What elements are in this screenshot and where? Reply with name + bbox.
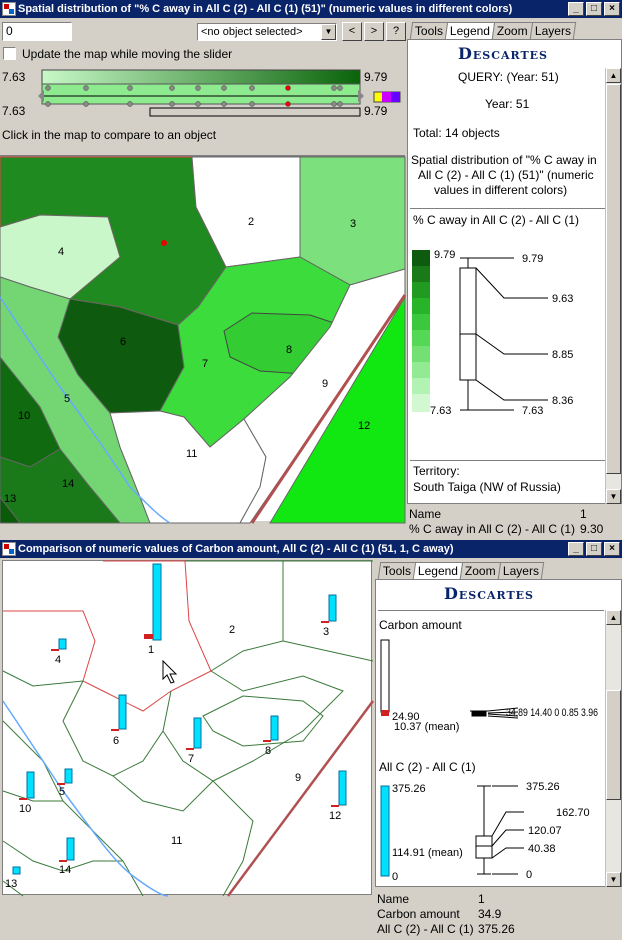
info2-allc-value: 375.26 [478,922,515,936]
descartes-brand: Descartes [458,44,548,63]
allc-box-label-max: 375.26 [526,781,560,793]
map-label-13: 13 [4,493,17,505]
maximize-button[interactable]: □ [586,2,602,16]
description-line-2: All C (2) - All C (1) (51)" (numeric [418,168,594,182]
map-label-8: 8 [286,344,293,356]
descartes-brand-2: Descartes [444,584,534,603]
tab-zoom[interactable]: Zoom [492,22,533,39]
map-label-14: 14 [62,478,75,490]
minimize-button-2[interactable]: _ [568,542,584,556]
map2-label-4: 4 [55,654,62,666]
object-select-value: <no object selected> [201,26,303,38]
scale-max-label: 9.79 [434,249,456,261]
scroll-down-icon[interactable]: ▼ [606,489,621,504]
values-strip [42,84,360,104]
allc-min-label: 0 [392,871,399,883]
map-label-3: 3 [350,218,357,230]
box-label-q3: 9.63 [552,293,574,305]
window2-tabs [379,562,542,579]
color-ramp-bar [42,70,360,84]
description-line-1: Spatial distribution of "% C away in [411,153,597,167]
tab2-tools[interactable]: Tools [378,562,416,579]
tab-layers[interactable]: Layers [530,22,576,39]
value-field[interactable]: 0 [2,22,72,41]
bar-5-cyan [65,769,72,783]
map2-label-9: 9 [295,772,302,784]
allc-box-label-median: 120.07 [528,825,562,837]
year-text: Year: 51 [485,97,530,111]
map-label-5: 5 [64,393,71,405]
window1-title: Spatial distribution of "% C away in All C (2) - All C (1) (51)" (numeric values in different colors) [18,3,513,15]
bar-13-cyan [13,867,20,874]
map-label-11: 11 [186,448,198,460]
legend-divider-2 [410,460,606,461]
prev-object-button[interactable]: < [342,22,362,41]
app-icon-2 [2,542,16,556]
minimize-button[interactable]: _ [568,2,584,16]
close-button[interactable]: × [604,2,620,16]
map2-label-7: 7 [188,753,195,765]
map2-label-10: 10 [19,803,32,815]
slider-left-handle[interactable] [38,90,44,102]
map2-label-3: 3 [323,626,330,638]
allc-box-label-q1: 40.38 [528,843,556,855]
box-label-median: 8.85 [552,349,574,361]
update-checkbox-label: Update the map while moving the slider [22,47,233,61]
bar-8-cyan [271,716,278,740]
carbon-mean-b: 10.37 (mean) [394,721,460,733]
scroll-thumb-2[interactable] [606,690,621,800]
map-label-4: 4 [58,246,65,258]
bar-14-cyan [67,838,74,860]
carbon-title: Carbon amount [379,618,462,632]
info2-name-label: Name [377,892,410,906]
allc-box-label-min: 0 [526,869,533,881]
maximize-button-2[interactable]: □ [586,542,602,556]
carbon-chart [378,636,606,736]
info2-carbon-label: Carbon amount [377,907,460,921]
tab2-layers[interactable]: Layers [498,562,544,579]
slider-range-box [150,108,360,116]
comparison-map-region-1[interactable] [3,561,211,711]
map-label-10: 10 [18,410,31,422]
territory-value: South Taiga (NW of Russia) [413,480,561,494]
info-name-label: Name [409,507,442,521]
map-label-6: 6 [120,336,127,348]
info-attr-label: % C away in All C (2) - All C (1) [409,522,576,536]
map-hint: Click in the map to compare to an object [2,128,217,142]
map2-label-11: 11 [171,835,183,847]
map2-labels [5,624,341,890]
slider-min-label: 7.63 [2,70,26,84]
window2-title: Comparison of numeric values of Carbon amount, All C (2) - All C (1) (51, 1, C away) [18,543,454,555]
tab-tools[interactable]: Tools [410,22,448,39]
bar-6-cyan [119,695,126,729]
map2-label-12: 12 [329,810,342,822]
map-view-2[interactable] [2,560,372,895]
legend-scale [410,240,606,450]
slider-max-label: 9.79 [364,70,388,84]
info2-name-value: 1 [478,892,485,906]
territory-label: Territory: [413,464,460,478]
total-text: Total: 14 objects [413,126,500,140]
legend-scrollbar-2[interactable] [605,610,621,887]
window1-tabs [411,22,574,39]
window1-titlebar[interactable] [0,0,622,18]
allc-mean-label: 114.91 (mean) [392,847,463,859]
slider-right-handle[interactable] [358,90,364,102]
info2-carbon-value: 34.9 [478,907,502,921]
bar-7-cyan [194,718,201,748]
tab2-zoom[interactable]: Zoom [460,562,501,579]
scroll-up-icon[interactable]: ▲ [606,68,621,83]
legend-panel-1 [407,39,622,504]
close-button-2[interactable]: × [604,542,620,556]
allc-box-labels [526,781,590,881]
map2-label-13: 13 [5,878,18,890]
bar-1-red [144,634,153,639]
allc-title: All C (2) - All C (1) [379,760,476,774]
description-line-3: values in different colors) [434,183,568,197]
map-label-7: 7 [202,358,209,370]
help-button[interactable]: ? [386,22,406,41]
map-label-9: 9 [322,378,329,390]
map-label-12: 12 [358,420,371,432]
selected-object-marker [161,240,167,246]
legend-divider [410,208,606,209]
bar-10-cyan [27,772,34,798]
scroll-down-icon-2[interactable]: ▼ [606,872,621,887]
map2-label-14: 14 [59,864,72,876]
bar-1-cyan [153,564,161,640]
mouse-cursor-icon [163,661,176,683]
object-select[interactable] [197,23,337,41]
box-labels [522,253,573,417]
bar-12-cyan [339,771,346,805]
allc-chart [378,776,606,886]
attribute-title: % C away in All C (2) - All C (1) [413,213,580,227]
class-slider[interactable] [38,66,408,122]
tab2-legend[interactable]: Legend [413,562,463,579]
allc-box-label-q3: 162.70 [556,807,590,819]
scroll-thumb[interactable] [606,84,621,474]
info2-allc-label: All C (2) - All C (1) [377,922,474,936]
map-view-1[interactable] [0,155,405,521]
slider-min-label-2: 7.63 [2,104,26,118]
railway-line-2 [228,701,373,896]
legend2-divider [378,610,604,611]
carbon-mean-a: 24.90 [392,711,420,723]
slider-max-label-2: 9.79 [364,104,388,118]
carbon-box-labels: 34.89 14.40 0 0.85 3.96 [506,707,598,719]
color-scale-steps [412,250,430,412]
chevron-down-icon[interactable]: ▼ [321,24,336,40]
scroll-up-icon-2[interactable]: ▲ [606,610,621,625]
info-name-value: 1 [580,507,587,521]
box-label-max: 9.79 [522,253,544,265]
tab-legend[interactable]: Legend [445,22,495,39]
bar-3-cyan [329,595,336,621]
query-text: QUERY: (Year: 51) [458,70,559,84]
app-icon [2,2,16,16]
map-label-2: 2 [248,216,255,228]
allc-max-label: 375.26 [392,783,426,795]
map2-label-2: 2 [229,624,236,636]
comparison-window [0,540,622,940]
map2-label-6: 6 [113,735,120,747]
info-attr-value: 9.30 [580,522,604,536]
window2-titlebar[interactable] [0,540,622,558]
legend-panel-2 [375,579,622,887]
box-label-q1: 8.36 [552,395,574,407]
next-object-button[interactable]: > [364,22,384,41]
box-label-min: 7.63 [522,405,544,417]
legend-scrollbar-1[interactable] [605,68,621,504]
scale-min-label: 7.63 [430,405,452,417]
bar-4-cyan [59,639,66,649]
update-checkbox[interactable] [3,47,16,60]
map2-label-8: 8 [265,745,272,757]
map2-label-1: 1 [148,644,155,656]
map2-label-5: 5 [59,786,66,798]
